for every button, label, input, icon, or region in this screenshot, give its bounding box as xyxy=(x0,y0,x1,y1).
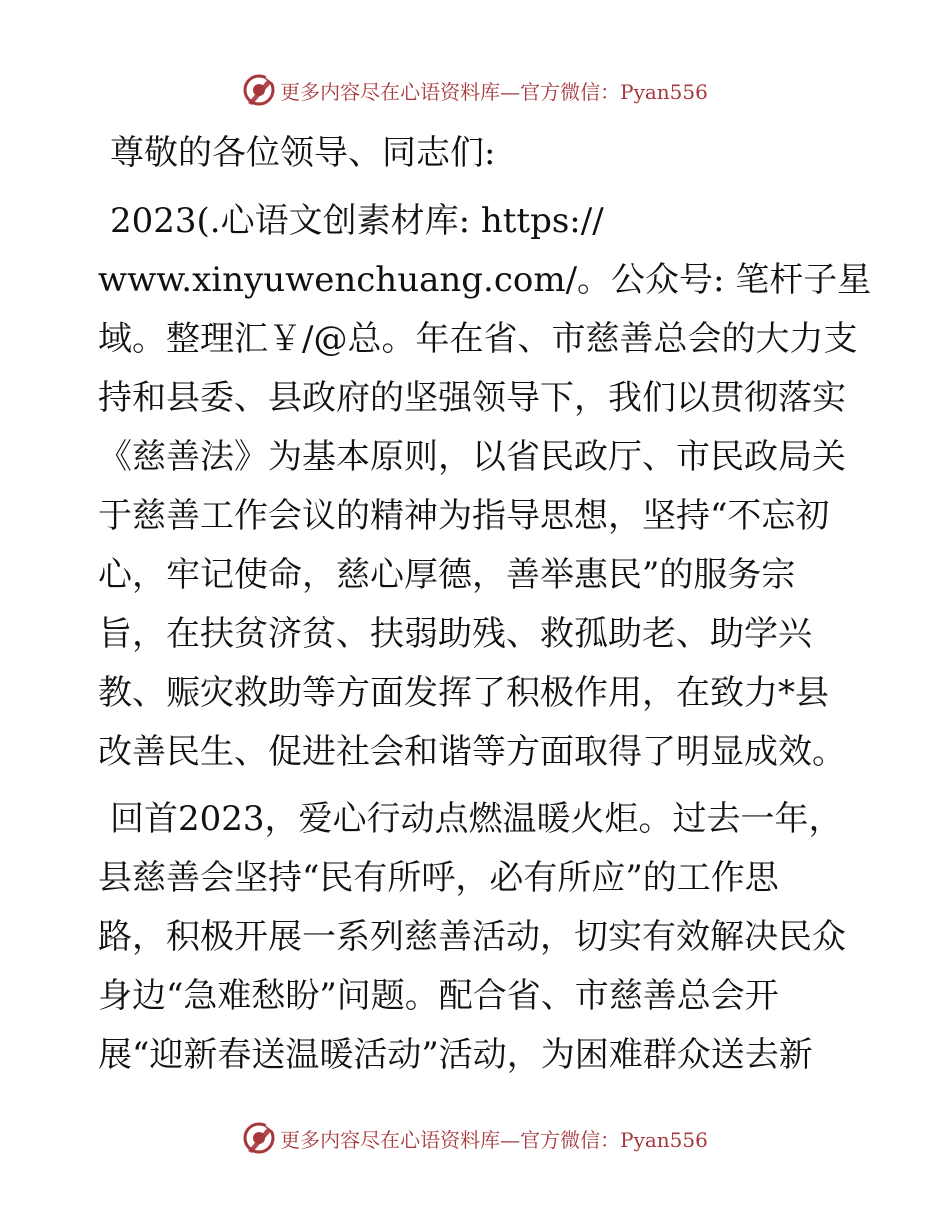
text-line: 心，牢记使命，慈心厚德，善举惠民”的服务宗 xyxy=(98,555,796,595)
text-line: 尊敬的各位领导、同志们: xyxy=(110,133,496,173)
paragraph-1 xyxy=(98,192,872,782)
text-line: 教、赈灾救助等方面发挥了积极作用，在致力*县 xyxy=(98,673,829,713)
pen-circle-logo-icon xyxy=(242,73,276,107)
footer-banner-text: 更多内容尽在心语资料库—官方微信：Pyan556 xyxy=(280,1127,708,1152)
text-line: 回首2023，爱心行动点燃温暖火炬。过去一年， xyxy=(110,799,843,839)
text-line: 身边“急难愁盼”问题。配合省、市慈善总会开 xyxy=(98,976,779,1016)
text-line: 域。整理汇￥/@总。年在省、市慈善总会的大力支 xyxy=(98,319,858,359)
text-line: 改善民生、促进社会和谐等方面取得了明显成效。 xyxy=(98,732,846,772)
text-line: 县慈善会坚持“民有所呼，必有所应”的工作思 xyxy=(98,858,779,898)
text-line: 路，积极开展一系列慈善活动，切实有效解决民众 xyxy=(98,917,846,957)
text-line: 《慈善法》为基本原则，以省民政厅、市民政局关 xyxy=(98,437,846,477)
pen-circle-logo-icon xyxy=(242,1121,276,1155)
header-banner xyxy=(0,70,950,110)
footer-banner xyxy=(0,1118,950,1158)
text-line: 2023(.心语文创素材库: https:// xyxy=(110,201,604,241)
text-line: 持和县委、县政府的坚强领导下，我们以贯彻落实 xyxy=(98,378,846,418)
greeting-block xyxy=(98,124,858,183)
header-banner-text: 更多内容尽在心语资料库—官方微信：Pyan556 xyxy=(280,79,708,104)
text-line: 展“迎新春送温暖活动”活动，为困难群众送去新 xyxy=(98,1035,813,1075)
text-line: 于慈善工作会议的精神为指导思想，坚持“不忘初 xyxy=(98,496,830,536)
greeting xyxy=(98,124,858,183)
text-line: www.xinyuwenchuang.com/。公众号: 笔杆子星 xyxy=(98,260,872,300)
text-line: 旨，在扶贫济贫、扶弱助残、救孤助老、助学兴 xyxy=(98,614,812,654)
paragraph-2 xyxy=(98,790,858,1085)
